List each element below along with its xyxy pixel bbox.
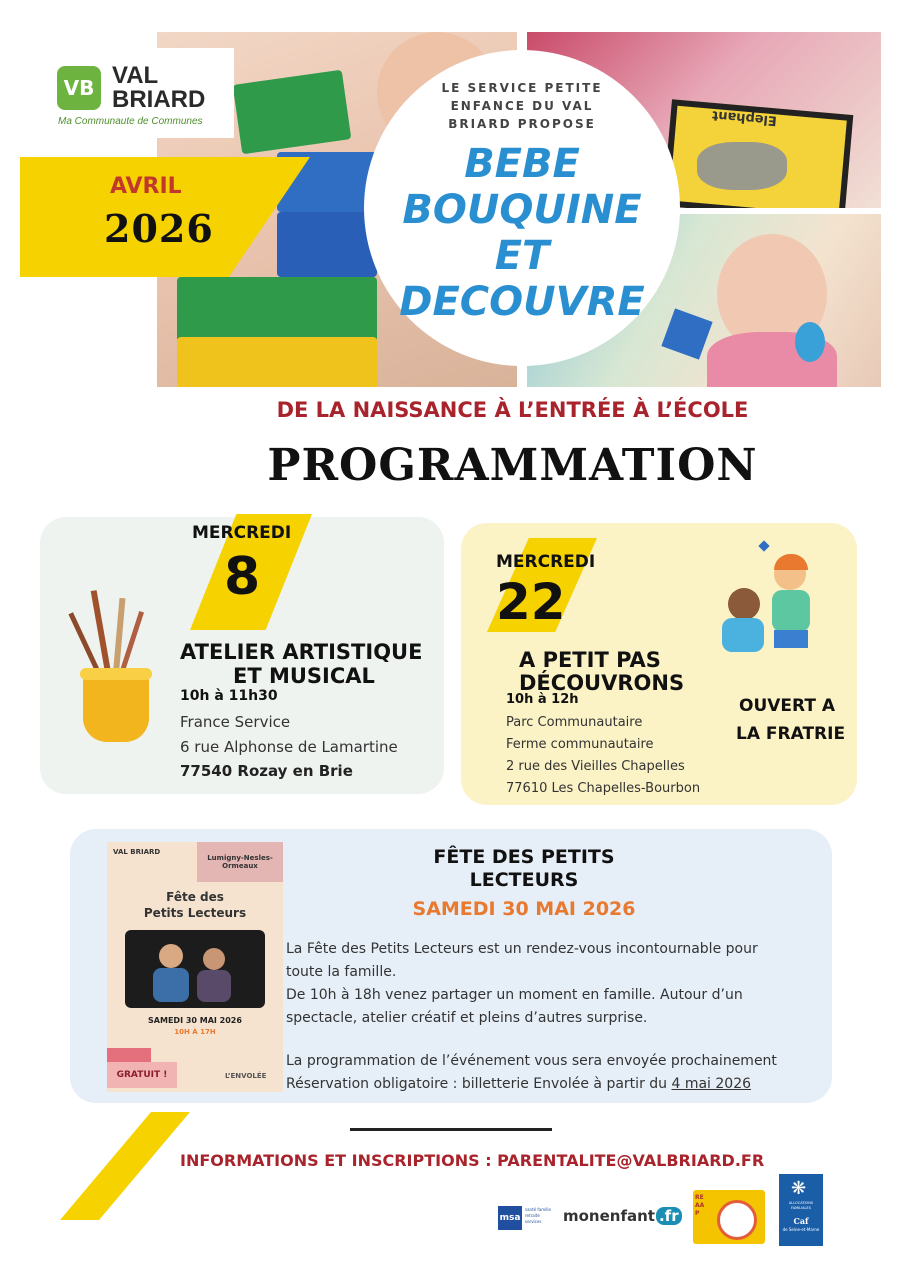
poster-location: Lumigny-Nesles-Ormeaux bbox=[207, 854, 273, 870]
event-poster bbox=[107, 842, 283, 1092]
event2-title-line1: A PETIT PAS bbox=[519, 648, 661, 672]
logo-name-line2: BRIARD bbox=[112, 86, 206, 113]
msa-small-text: santé famille retraite services bbox=[525, 1207, 551, 1224]
event1-title-line2: ET MUSICAL bbox=[233, 664, 375, 688]
main-title-line2: BOUQUINE bbox=[402, 187, 642, 233]
event3-date: SAMEDI 30 MAI 2026 bbox=[412, 898, 636, 920]
poster-title-line1: Fête des bbox=[166, 890, 224, 904]
poster-logo: VAL BRIARD bbox=[113, 848, 161, 856]
event2-address: 2 rue des Vieilles Chapelles bbox=[506, 759, 685, 774]
service-line: LE SERVICE PETITE ENFANCE DU VAL BRIARD PROPOSE bbox=[441, 81, 603, 131]
logo-mark: VB bbox=[57, 66, 101, 110]
event1-address: 6 rue Alphonse de Lamartine bbox=[180, 738, 398, 756]
event1-city: 77540 Rozay en Brie bbox=[180, 762, 353, 780]
month-label: AVRIL bbox=[110, 174, 182, 199]
fratrie-badge-line1: OUVERT A bbox=[739, 696, 836, 716]
event2-day-number: 22 bbox=[496, 573, 566, 631]
event2-place2: Ferme communautaire bbox=[506, 737, 654, 752]
event1-day-number: 8 bbox=[224, 547, 261, 607]
event3-title-line1: FÊTE DES PETITS bbox=[433, 846, 615, 868]
reaap-text: REAAP bbox=[695, 1194, 705, 1217]
main-title-line3: ET bbox=[494, 233, 550, 279]
caf-line3: de Seine-et-Marne bbox=[782, 1227, 820, 1232]
reaap-logo bbox=[693, 1190, 765, 1244]
book-text: Elephant bbox=[711, 107, 778, 128]
monenfant-suffix: .fr bbox=[656, 1207, 682, 1225]
main-title-line4: DECOUVRE bbox=[399, 279, 645, 325]
main-title-line1: BEBE bbox=[464, 141, 580, 187]
logo-tagline: Ma Communaute de Communes bbox=[58, 116, 203, 127]
event2-place: Parc Communautaire bbox=[506, 715, 643, 730]
poster-title-line2: Petits Lecteurs bbox=[143, 906, 247, 920]
poster-brand: L’ENVOLÉE bbox=[225, 1072, 267, 1080]
programme-title: PROGRAMMATION bbox=[267, 440, 758, 491]
event2-city: 77610 Les Chapelles-Bourbon bbox=[506, 781, 701, 796]
monenfant-logo bbox=[563, 1207, 682, 1225]
event2-time: 10h à 12h bbox=[506, 692, 579, 707]
caf-emblem-icon: ❋ bbox=[791, 1178, 807, 1199]
val-briard-logo bbox=[42, 48, 234, 138]
poster-photo bbox=[125, 930, 265, 1008]
paint-brushes-pot-icon bbox=[78, 590, 158, 745]
caf-line2: Caf bbox=[793, 1216, 809, 1226]
event1-day-name: MERCREDI bbox=[192, 523, 292, 543]
caf-logo bbox=[779, 1174, 823, 1246]
age-subtitle: DE LA NAISSANCE À L’ENTRÉE À L’ÉCOLE bbox=[276, 398, 749, 422]
event1-title-line1: ATELIER ARTISTIQUE bbox=[180, 640, 423, 664]
reservation-text: Réservation obligatoire : billetterie Envolée à partir du bbox=[286, 1076, 672, 1092]
event2-day-name: MERCREDI bbox=[496, 552, 596, 572]
footer-divider bbox=[350, 1128, 552, 1131]
info-line: INFORMATIONS ET INSCRIPTIONS : PARENTALITE@VALBRIARD.FR bbox=[180, 1151, 765, 1170]
event3-title-line2: LECTEURS bbox=[469, 869, 579, 891]
poster-free-badge: GRATUIT ! bbox=[107, 1062, 177, 1088]
poster-time: 10H À 17H bbox=[174, 1028, 216, 1036]
monenfant-text: monenfant bbox=[563, 1207, 655, 1225]
event2-title-line2: DÉCOUVRONS bbox=[519, 671, 685, 695]
poster-date: SAMEDI 30 MAI 2026 bbox=[148, 1016, 242, 1025]
reservation-date: 4 mai 2026 bbox=[671, 1076, 752, 1092]
event3-description-2b: spectacle, atelier créatif et pleins d’autres surprise. bbox=[286, 1010, 648, 1026]
event3-description-1b: toute la famille. bbox=[286, 964, 397, 980]
event3-description-3b bbox=[286, 1076, 751, 1092]
year-label: 2026 bbox=[104, 206, 214, 251]
event3-description-3a: La programmation de l’événement vous sera envoyée prochainement bbox=[286, 1053, 777, 1069]
caf-line1: ALLOCATIONS FAMILIALES bbox=[788, 1201, 814, 1210]
event1-time: 10h à 11h30 bbox=[180, 688, 278, 704]
event1-place: France Service bbox=[180, 713, 291, 731]
msa-mark: msa bbox=[498, 1206, 522, 1230]
event3-description-2a: De 10h à 18h venez partager un moment en famille. Autour d’un bbox=[286, 987, 743, 1003]
event3-description-1a: La Fête des Petits Lecteurs est un rendez-vous incontournable pour bbox=[286, 941, 758, 957]
footer-slash bbox=[60, 1112, 190, 1220]
children-illustration-icon bbox=[716, 540, 846, 665]
fratrie-badge-line2: LA FRATRIE bbox=[736, 724, 846, 744]
logo-name-line1: VAL bbox=[112, 62, 159, 89]
msa-logo bbox=[498, 1206, 554, 1232]
